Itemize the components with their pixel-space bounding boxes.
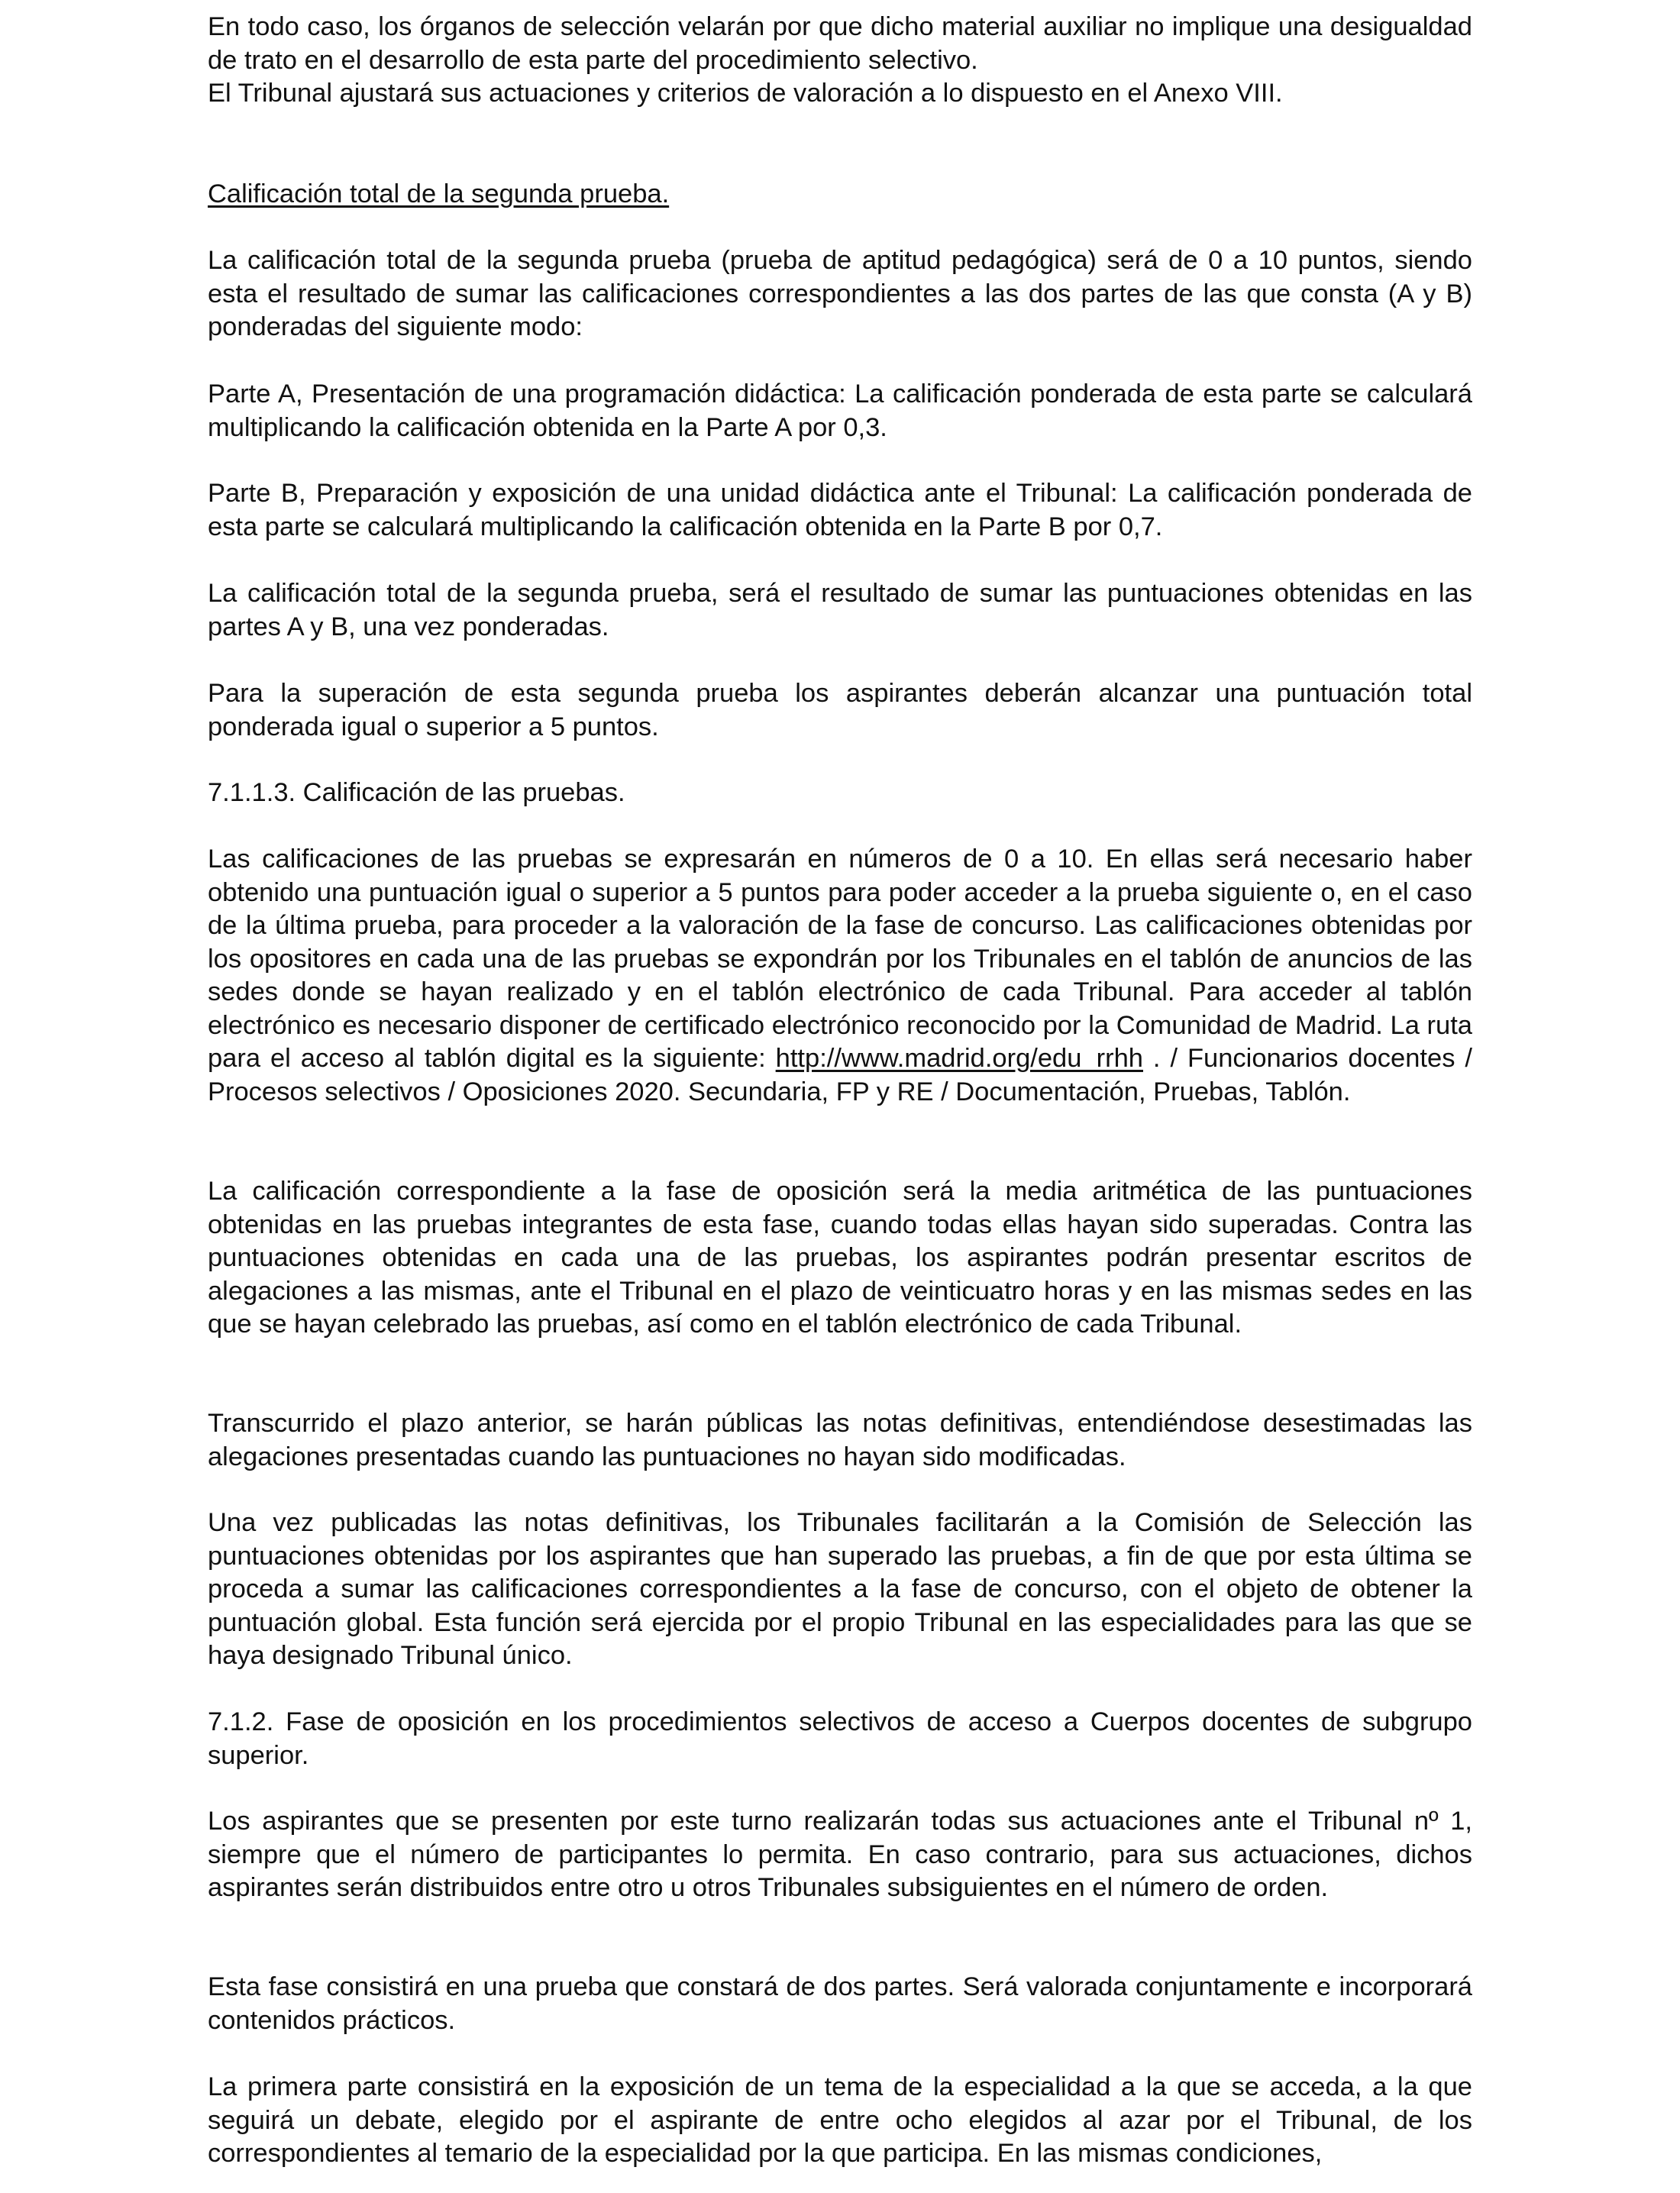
paragraph-superacion [208,677,1472,744]
section-title: 7.1.2. Fase de oposición en los procedimientos selectivos de acceso a Cuerpos docentes de subgrupo superior. [208,1707,1472,1770]
paragraph-text: La primera parte consistirá en la exposición de un tema de la especialidad a la que se acceda, a la que seguirá un debate, elegido por el aspirante de entre ocho elegidos al azar por el Tribunal, de los correspondientes al temario de la especialidad por la que participa. En las mismas condiciones, [208,2072,1472,2168]
paragraph-text: Parte A, Presentación de una programación didáctica: La calificación ponderada de esta parte se calculará multiplicando la calificación obtenida en la Parte A por 0,3. [208,379,1472,442]
paragraph-text: Esta fase consistirá en una prueba que constará de dos partes. Será valorada conjuntamente e incorporará contenidos prácticos. [208,1972,1472,2035]
paragraph-calificacion-total [208,244,1472,344]
paragraph-fase-prueba [208,1971,1472,2037]
paragraph-material-auxiliar [208,11,1472,111]
section-7113-title [208,777,1472,810]
section-712-title [208,1706,1472,1772]
edu-rrhh-link[interactable]: http://www.madrid.org/edu_rrhh [775,1044,1143,1073]
paragraph-parte-a [208,378,1472,444]
text-before-link: Las calificaciones de las pruebas se expresarán en números de 0 a 10. En ellas será necesario haber obtenido una puntuación igual o superior a 5 puntos para poder acceder a la prueba siguiente o, en el caso de la última prueba, para proceder a la valoración de la fase de concurso. Las calificaciones obtenidas por los opositores en cada una de las pruebas se expondrán por los Tribunales en el tablón de anuncios de las sedes donde se hayan realizado y en el tablón electrónico de cada Tribunal. Para acceder al tablón electrónico es necesario disponer de certificado electrónico reconocido por la Comunidad de Madrid. La ruta para el acceso al tablón digital es la siguiente: [208,845,1472,1073]
paragraph-suma-puntuaciones [208,577,1472,644]
paragraph-text: Parte B, Preparación y exposición de una unidad didáctica ante el Tribunal: La calificación ponderada de esta parte se calculará multiplicando la calificación obtenida en la Parte B por 0,7. [208,479,1472,541]
paragraph-text: En todo caso, los órganos de selección velarán por que dicho material auxiliar no implique una desigualdad de trato en el desarrollo de esta parte del procedimiento selectivo. [208,12,1472,75]
heading-calificacion-segunda-prueba: Calificación total de la segunda prueba. [208,179,670,208]
paragraph-text [208,843,1472,1109]
paragraph-text: La calificación total de la segunda prueba (prueba de aptitud pedagógica) será de 0 a 10 puntos, siendo esta el resultado de sumar las calificaciones correspondientes a las dos partes de las que consta (A y B) ponderadas del siguiente modo: [208,246,1472,341]
paragraph-text: Los aspirantes que se presenten por este turno realizarán todas sus actuaciones ante el Tribunal nº 1, siempre que el número de participantes lo permita. En caso contrario, para sus actuaciones, dichos aspirantes serán distribuidos entre otro u otros Tribunales subsiguientes en el número de orden. [208,1807,1472,1902]
paragraph-text: La calificación total de la segunda prueba, será el resultado de sumar las puntuaciones obtenidas en las partes A y B, una vez ponderadas. [208,579,1472,641]
paragraph-text: Transcurrido el plazo anterior, se harán públicas las notas definitivas, entendiéndose desestimadas las alegaciones presentadas cuando las puntuaciones no hayan sido modificadas. [208,1409,1472,1471]
paragraph-text: La calificación correspondiente a la fase de oposición será la media aritmética de las puntuaciones obtenidas en las pruebas integrantes de esta fase, cuando todas ellas hayan sido superadas. Contra las puntuaciones obtenidas en cada una de las pruebas, los aspirantes podrán presentar escritos de alegaciones a las mismas, ante el Tribunal en el plazo de veinticuatro horas y en las mismas sedes en las que se hayan celebrado las pruebas, así como en el tablón electrónico de cada Tribunal. [208,1177,1472,1339]
paragraph-comision-seleccion [208,1507,1472,1673]
paragraph-primera-parte [208,2071,1472,2171]
paragraph-text: Para la superación de esta segunda prueba los aspirantes deberán alcanzar una puntuación total ponderada igual o superior a 5 puntos. [208,679,1472,741]
text-after-link: . / Funcionarios docentes / Procesos selectivos / Oposiciones 2020. Secundaria, FP y RE / Documentación, Pruebas, Tablón. [208,1044,1472,1106]
paragraph-text: El Tribunal ajustará sus actuaciones y criterios de valoración a lo dispuesto en el Anexo VIII. [208,79,1283,108]
paragraph-media-aritmetica [208,1175,1472,1342]
paragraph-tribunal-n1 [208,1805,1472,1905]
section-heading [208,178,1472,212]
paragraph-notas-definitivas [208,1407,1472,1474]
section-title: 7.1.1.3. Calificación de las pruebas. [208,778,625,807]
paragraph-parte-b [208,477,1472,544]
paragraph-calificaciones-pruebas [208,843,1472,1109]
paragraph-text: Una vez publicadas las notas definitivas, los Tribunales facilitarán a la Comisión de Selección las puntuaciones obtenidas por los aspirantes que han superado las pruebas, a fin de que por esta última se proceda a sumar las calificaciones correspondientes a la fase de concurso, con el objeto de obtener la puntuación global. Esta función será ejercida por el propio Tribunal en las especialidades para las que se haya designado Tribunal único. [208,1508,1472,1670]
